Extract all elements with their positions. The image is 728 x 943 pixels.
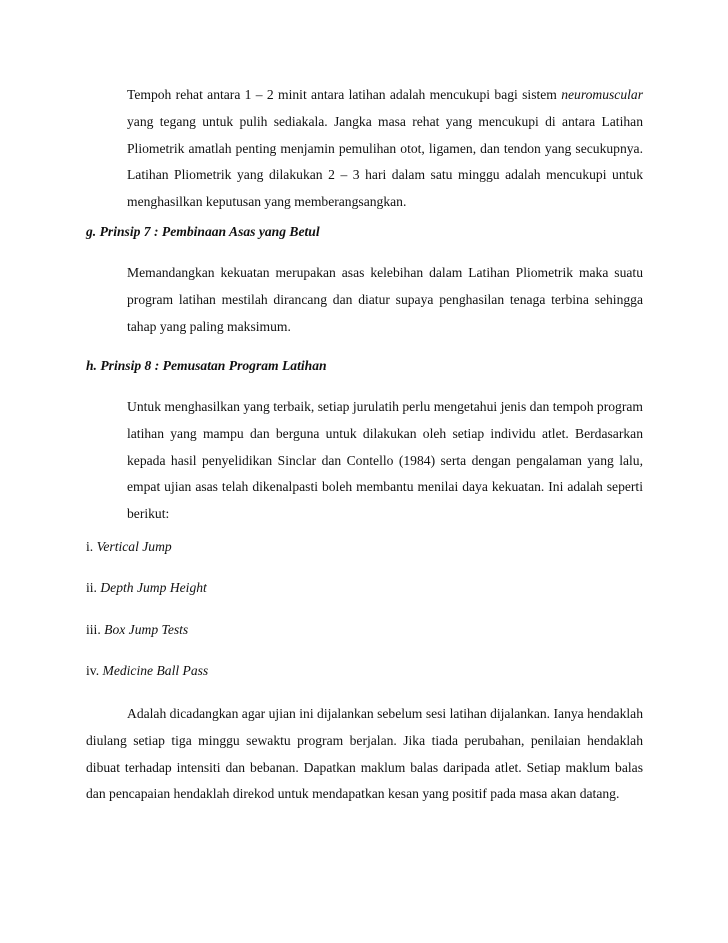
italic-term: neuromuscular xyxy=(561,87,643,102)
list-marker: iii. xyxy=(86,622,105,637)
list-item-test-2 xyxy=(86,578,207,598)
section-heading-h: h. Prinsip 8 : Pemusatan Program Latihan xyxy=(86,358,327,373)
list-term: Medicine Ball Pass xyxy=(102,663,209,678)
paragraph-text: Tempoh rehat antara 1 – 2 minit antara latihan adalah mencukupi bagi sistem xyxy=(127,87,562,102)
list-item-test-4 xyxy=(86,661,208,681)
paragraph-principle-8: Untuk menghasilkan yang terbaik, setiap jurulatih perlu mengetahui jenis dan tempoh program latihan yang mampu dan berguna untuk dilakukan oleh setiap individu atlet. Berdasarkan kepada hasil penyelidikan Sinclar dan Contello (1984) serta dengan pengalaman yang lalu, empat ujian asas telah dikenalpasti boleh membantu menilai daya kekuatan. Ini adalah seperti berikut: xyxy=(127,399,643,522)
list-term: Depth Jump Height xyxy=(100,580,207,595)
list-marker: i. xyxy=(86,539,97,554)
paragraph-text: yang tegang untuk pulih sediakala. Jangka masa rehat yang mencukupi di antara Latihan Pliometrik amatlah penting menjamin pemulihan otot, ligamen, dan tendon yang secukupnya. Latihan Pliometrik yang dilakukan 2 – 3 hari dalam satu minggu adalah mencukupi untuk menghasilkan keputusan yang memberangsangkan. xyxy=(127,113,643,210)
list-item-test-3 xyxy=(86,620,188,640)
list-term: Box Jump Tests xyxy=(104,622,189,637)
section-heading-g: g. Prinsip 7 : Pembinaan Asas yang Betul xyxy=(86,224,320,239)
paragraph-conclusion: Adalah dicadangkan agar ujian ini dijalankan sebelum sesi latihan dijalankan. Ianya hendaklah diulang setiap tiga minggu sewaktu program berjalan. Jika tiada perubahan, penilaian hendaklah dibuat terhadap intensiti dan bebanan. Dapatkan maklum balas daripada atlet. Setiap maklum balas dan pencapaian hendaklah direkod untuk mendapatkan kesan yang positif pada masa akan datang. xyxy=(86,706,643,802)
list-item-test-1 xyxy=(86,537,172,557)
list-marker: ii. xyxy=(86,580,101,595)
list-marker: iv. xyxy=(86,663,103,678)
paragraph-principle-7: Memandangkan kekuatan merupakan asas kelebihan dalam Latihan Pliometrik maka suatu program latihan mestilah dirancang dan diatur supaya penghasilan tenaga terbina sehingga tahap yang paling maksimum. xyxy=(127,265,643,334)
paragraph-rest-period xyxy=(127,82,643,216)
list-term: Vertical Jump xyxy=(96,539,172,554)
